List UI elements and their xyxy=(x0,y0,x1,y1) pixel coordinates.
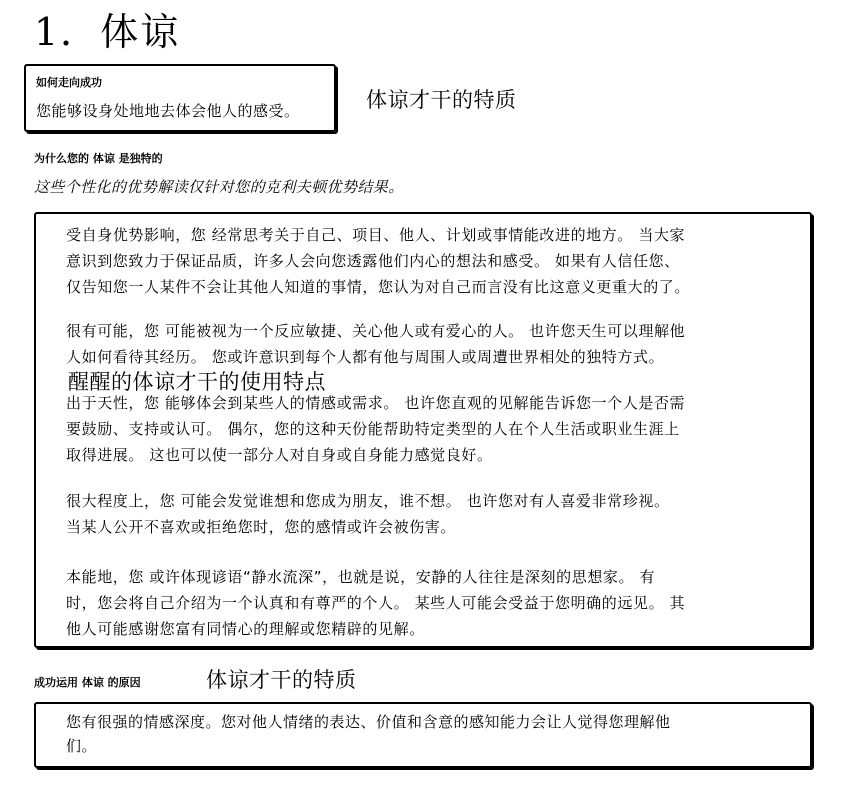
paragraph-5: 本能地，您 或许体现谚语“静水流深”，也就是说，安静的人往往是深刻的思想家。 有 时，您会将自己介绍为一个认真和有尊严的个人。 某些人可能会受益于您明确的远见。 其 他人可能感谢您富有同情心的理解或您精辟的见解。 xyxy=(66,568,686,638)
why-unique-label: 为什么您的 体谅 是独特的 xyxy=(34,152,163,165)
talent-title-bottom: 体谅才干的特质 xyxy=(206,668,357,692)
how-to-succeed-heading: 如何走向成功 xyxy=(36,76,102,89)
how-to-succeed-box xyxy=(24,64,336,132)
overlay-heading: 醒醒的体谅才干的使用特点 xyxy=(68,370,326,394)
intro-text: 这些个性化的优势解读仅针对您的克利夫顿优势结果。 xyxy=(34,178,404,196)
paragraph-1: 受自身优势影响，您 经常思考关于自己、项目、他人、计划或事情能改进的地方。 当大家 意识到您致力于保证品质，许多人会向您透露他们内心的想法和感受。 如果有人信任您、 仅告知您一人某件不会让其他人知道的事情，您认为对自己而言没有比这意义更重大的了。 xyxy=(66,226,691,296)
paragraph-2: 很有可能，您 可能被视为一个反应敏捷、关心他人或有爱心的人。 也许您天生可以理解他 人如何看待其经历。 您或许意识到每个人都有他与周围人或周遭世界相处的独特方式。 xyxy=(66,322,686,366)
how-to-succeed-text: 您能够设身处地地去体会他人的感受。 xyxy=(36,102,300,120)
talent-title-top: 体谅才干的特质 xyxy=(366,88,517,112)
insight-box xyxy=(34,212,812,648)
paragraph-3: 出于天性，您 能够体会到某些人的情感或需求。 也许您直观的见解能告诉您一个人是否需 要鼓励、支持或认可。 偶尔，您的这种天份能帮助特定类型的人在个人生活或职业生涯上 取得进展。 这也可以使一部分人对自身或自身能力感觉良好。 xyxy=(66,394,686,464)
page-title: 1．体谅 xyxy=(34,10,181,54)
paragraph-4: 很大程度上，您 可能会发觉谁想和您成为朋友，谁不想。 也许您对有人喜爱非常珍视。 当某人公开不喜欢或拒绝您时，您的感情或许会被伤害。 xyxy=(66,492,670,536)
summary-box xyxy=(34,702,812,768)
reason-label: 成功运用 体谅 的原因 xyxy=(34,676,141,689)
summary-text: 您有很强的情感深度。您对他人情绪的表达、价值和含意的感知能力会让人觉得您理解他 们。 xyxy=(66,713,671,755)
